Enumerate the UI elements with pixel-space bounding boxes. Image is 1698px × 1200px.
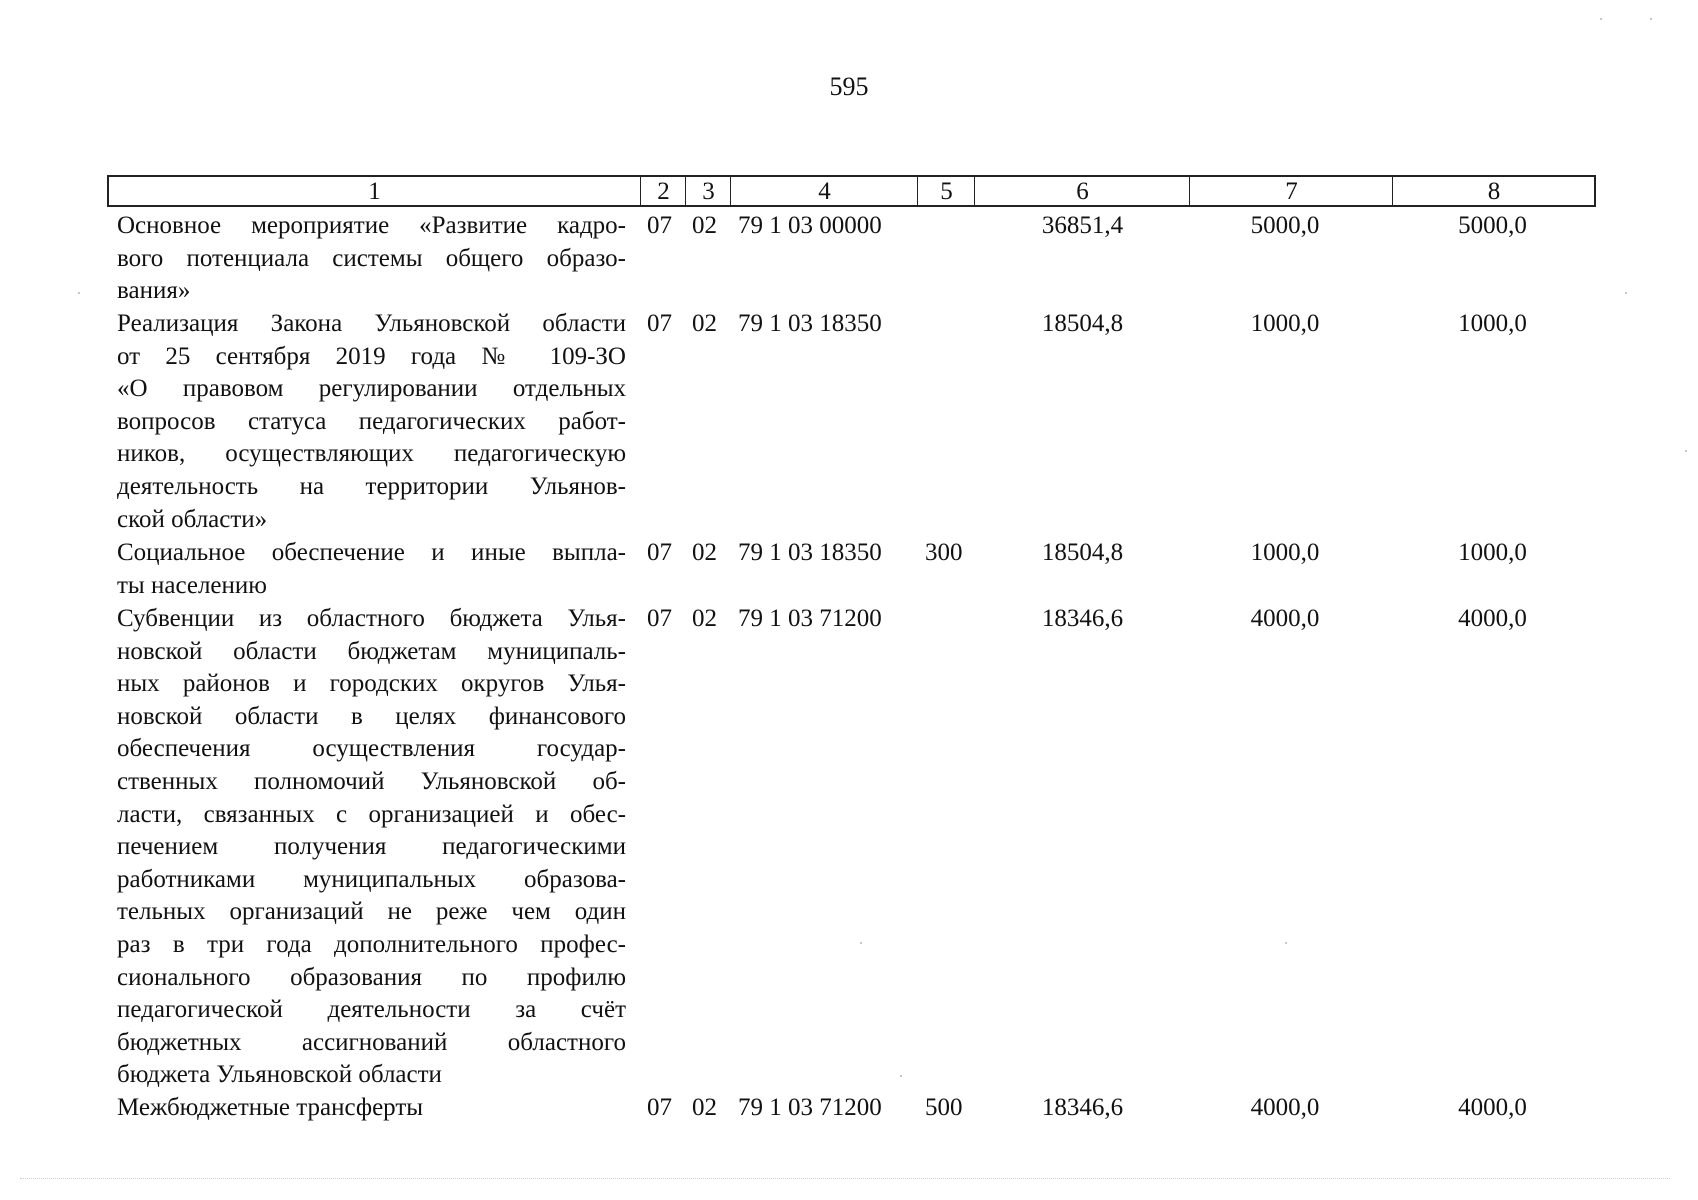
scan-speck [1625, 292, 1627, 294]
row-name-line: от 25 сентября 2019 года № 109-ЗО [117, 342, 626, 370]
row-name [117, 308, 626, 536]
row-name-line: «О правовом регулировании отдельных [117, 375, 626, 403]
row-name-line: бюджетных ассигнований областного [117, 1028, 626, 1056]
cell-target-code: 79 1 03 71200 [738, 1094, 882, 1121]
cell-section: 07 [647, 212, 672, 239]
header-col-1: 1 [368, 178, 381, 205]
row-name-line: раз в три года дополнительного профес- [117, 930, 626, 958]
scan-speck [860, 942, 862, 944]
row-name-line: обеспечения осуществления государ- [117, 735, 626, 763]
cell-amount-col7: 1000,0 [1250, 539, 1320, 566]
cell-expense-type: 500 [925, 1094, 963, 1121]
cell-subsection: 02 [692, 212, 717, 239]
scan-noise-line [20, 1178, 1670, 1179]
row-name-line: ственных полномочий Ульяновской об- [117, 767, 626, 795]
cell-amount-col7: 4000,0 [1250, 605, 1320, 632]
cell-amount-col7: 1000,0 [1250, 310, 1320, 337]
row-name-line: ты населению [117, 571, 267, 599]
row-name-line: ных районов и городских округов Улья- [117, 670, 626, 698]
row-name [117, 1092, 626, 1125]
row-name [117, 537, 626, 602]
scan-speck [1685, 450, 1687, 452]
header-col-3: 3 [685, 177, 731, 205]
row-name-line: печением получения педагогическими [117, 833, 626, 861]
row-name-line: Основное мероприятие «Развитие кадро- [117, 212, 626, 239]
cell-subsection: 02 [692, 539, 717, 566]
cell-target-code: 79 1 03 18350 [738, 310, 882, 337]
cell-amount-col8: 1000,0 [1458, 310, 1527, 337]
cell-amount-col6: 18504,8 [1041, 539, 1124, 566]
cell-section: 07 [647, 605, 672, 632]
cell-amount-col6: 18346,6 [1041, 1094, 1124, 1121]
row-name-line: вопросов статуса педагогических работ- [117, 407, 626, 435]
header-col-8: 8 [1392, 177, 1595, 205]
row-name-line: вого потенциала системы общего образо- [117, 244, 626, 272]
cell-section: 07 [647, 310, 672, 337]
row-name-line: педагогической деятельности за счёт [117, 996, 626, 1024]
header-col-2: 2 [640, 177, 686, 205]
header-col-7: 7 [1189, 177, 1393, 205]
header-col-4: 4 [730, 177, 918, 205]
row-name-line: Субвенции из областного бюджета Улья- [117, 605, 626, 632]
row-name-line: Реализация Закона Ульяновской области [117, 310, 626, 337]
cell-target-code: 79 1 03 00000 [738, 212, 882, 239]
cell-amount-col8: 4000,0 [1458, 1094, 1527, 1121]
row-name-line: тельных организаций не реже чем один [117, 898, 626, 926]
row-name-line: сионального образования по профилю [117, 963, 626, 991]
row-name-line: вания» [117, 277, 191, 305]
cell-section: 07 [647, 1094, 672, 1121]
row-name-line: Межбюджетные трансферты [117, 1094, 424, 1121]
page-number: 595 [829, 72, 869, 101]
header-col-5: 5 [917, 177, 975, 205]
cell-section: 07 [647, 539, 672, 566]
cell-amount-col8: 1000,0 [1458, 539, 1527, 566]
row-name-line: ласти, связанных с организацией и обес- [117, 800, 626, 828]
row-name-line: новской области бюджетам муниципаль- [117, 637, 626, 665]
scan-speck [900, 1075, 902, 1077]
table-header-row [107, 175, 1596, 207]
row-name-line: ников, осуществляющих педагогическую [117, 440, 626, 468]
cell-target-code: 79 1 03 71200 [738, 605, 882, 632]
cell-amount-col6: 18346,6 [1041, 605, 1124, 632]
cell-amount-col8: 4000,0 [1458, 605, 1527, 632]
row-name [117, 210, 626, 308]
row-name-line: бюджета Ульяновской области [117, 1061, 442, 1089]
row-name-line: новской области в целях финансового [117, 702, 626, 730]
cell-amount-col6: 36851,4 [1041, 212, 1124, 239]
scan-speck [78, 292, 80, 294]
row-name-line: ской области» [117, 505, 268, 533]
cell-amount-col7: 5000,0 [1250, 212, 1320, 239]
cell-subsection: 02 [692, 310, 717, 337]
cell-amount-col8: 5000,0 [1458, 212, 1527, 239]
cell-amount-col6: 18504,8 [1041, 310, 1124, 337]
scan-speck [1600, 18, 1602, 20]
cell-target-code: 79 1 03 18350 [738, 539, 882, 566]
scan-speck [1650, 18, 1652, 20]
cell-amount-col7: 4000,0 [1250, 1094, 1320, 1121]
cell-expense-type: 300 [925, 539, 963, 566]
cell-subsection: 02 [692, 1094, 717, 1121]
row-name-line: Социальное обеспечение и иные выпла- [117, 539, 626, 566]
scan-speck [1285, 942, 1287, 944]
cell-subsection: 02 [692, 605, 717, 632]
row-name [117, 603, 626, 1092]
row-name-line: работниками муниципальных образова- [117, 865, 626, 893]
header-col-6: 6 [974, 177, 1190, 205]
row-name-line: деятельность на территории Ульянов- [117, 472, 626, 500]
